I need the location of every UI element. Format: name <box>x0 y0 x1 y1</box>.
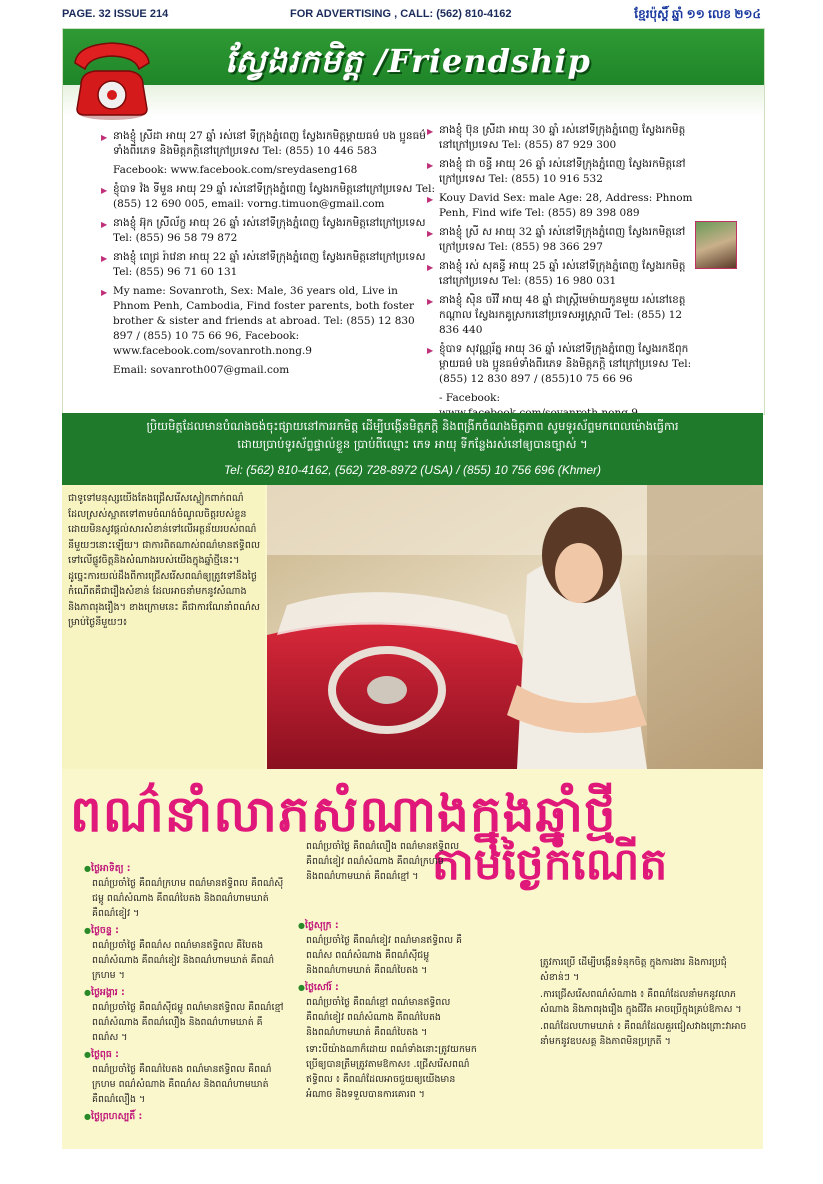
list-item: ▶ នាងខ្ញុំ ស្រីដា អាយុ 27 ឆ្នាំ រស់នៅ ទីក្រុងភ្នំពេញ ស្វែងរកមិត្តម្តាយធម៌ បង ប្អូនធម៌ ទាំងពីរភេទ និងមិត្តភក្តិនៅក្រៅប្រទេស Tel: (855) 10 446 583 <box>99 129 435 159</box>
list-item: ▶ Kouy David Sex: male Age: 28, Address: Phnom Penh, Find wife Tel: (855) 89 398 089 <box>425 191 695 221</box>
notice-line: ដោយប្រាប់ទូរស័ព្ទផ្ទាល់ខ្លួន ប្រាប់ពីឈ្មោះ ភេទ អាយុ ទីកន្លែងរស់នៅឲ្យបានច្បាស់ ។ <box>237 437 588 451</box>
day-heading: ● ថ្ងៃពុធ : <box>84 1047 284 1062</box>
list-item: ▶ នាងខ្ញុំ ស្រី ស អាយុ 32 ឆ្នាំ រស់នៅទីក្រុងភ្នំពេញ ស្វែងរកមិត្តនៅក្រៅប្រទេស Tel: (855) 98 366 297 <box>425 225 695 255</box>
page-number: PAGE. 32 ISSUE 214 <box>62 8 169 20</box>
list-item: ▶ នាងខ្ញុំ ស៊ិន ចរិវី អាយុ 48 ឆ្នាំ ជាស្ត្រីមេម៉ាយកូនមួយ រស់នៅខេត្តកណ្តាល ស្វែងរកគូស្រករនៅប្រទេសអូស្ត្រាលី Tel: (855) 12 836 440 <box>425 293 695 338</box>
telephone-icon <box>67 33 157 123</box>
advertising-line: FOR ADVERTISING , CALL: (562) 810-4162 <box>290 8 512 20</box>
list-item: ▶ នាងខ្ញុំ ពេជ្រ រ៉ាវេនា អាយុ 22 ឆ្នាំ រស់នៅទីក្រុងភ្នំពេញ ស្វែងរកមិត្តនៅក្រៅប្រទេស Tel: (855) 96 71 60 131 <box>99 250 435 280</box>
day-text: ត្រូវការប្រើ ដើម្បីបង្កើនទំនុកចិត្ត ក្នុងការងារ និងការប្រជុំសំខាន់ៗ ។ <box>540 957 727 983</box>
list-item: ▶ នាងខ្ញុំ អ៊ុក ស្រីល័ក្ខ អាយុ 26 ឆ្នាំ រស់នៅទីក្រុងភ្នំពេញ ស្វែងរកមិត្តនៅក្រៅប្រទេស Tel: (855) 96 58 79 872 <box>99 216 435 246</box>
article-headline: ពណ៌នាំលាភសំណាងក្នុងឆ្នាំថ្មី <box>70 785 617 843</box>
article-column-2 <box>298 839 478 1104</box>
day-heading: ● ថ្ងៃព្រហស្បតិ៍ : <box>84 1109 284 1124</box>
friendship-right-column <box>425 123 695 425</box>
day-text: ពណ៌ប្រចាំថ្ងៃ គឺពណ៌ខៀវ ពណ៌មានឥទ្ធិពល គឺពណ៌ស ពណ៌សំណាង គឺពណ៌ស៊ីជម្ពូ និងពណ៌ហាមឃាត់ គឺពណ៌បៃតង ។ <box>306 935 462 976</box>
list-item: ▶ ខ្ញុំបាទ វ៉ង ទីមួន អាយុ 29 ឆ្នាំ រស់នៅទីក្រុងភ្នំពេញ ស្វែងរកមិត្តនៅក្រៅប្រទេស Tel: (855) 12 690 005, email: vorng.timuon@gmail.com <box>99 182 435 212</box>
day-text: ពណ៌ប្រចាំថ្ងៃ គឺពណ៌ខ្មៅ ពណ៌មានឥទ្ធិពល គឺពណ៌ខៀវ ពណ៌សំណាង គឺពណ៌បៃតង និងពណ៌ហាមឃាត់ គឺពណ៌បៃតង ។ <box>306 997 451 1038</box>
list-item: ▶ My name: Sovanroth, Sex: Male, 36 years old, Live in Phnom Penh, Cambodia, Find foster parents, both foster brother & sister and friends at abroad. Tel: (855) 12 830 897 / (855) 10 75 66 96, Facebook: www.facebook.com/sovanroth.nong.9 <box>99 284 435 359</box>
page-header <box>0 0 823 28</box>
notice-phone: Tel: (562) 810-4162, (562) 728-8972 (USA) / (855) 10 756 696 (Khmer) <box>223 463 602 477</box>
list-item: Email: sovanroth007@gmail.com <box>113 364 290 376</box>
member-photo <box>695 221 737 269</box>
list-item: Facebook: www.facebook.com/sreydaseng168 <box>113 164 358 176</box>
day-text: .ពណ៌ដែលហាមឃាត់ ៖ គឺពណ៌ដែលគួរជៀសវាងព្រោះវាអាចនាំមកនូវឧបសគ្គ និងភាពមិនប្រក្រតី ។ <box>540 1021 747 1047</box>
day-text: ពណ៌ប្រចាំថ្ងៃ គឺពណ៌បៃតង ពណ៌មានឥទ្ធិពល គឺពណ៌ក្រហម ពណ៌សំណាង គឺពណ៌ស និងពណ៌ហាមឃាត់ គឺពណ៌លឿង ។ <box>92 1064 272 1105</box>
day-text: ពណ៌ប្រចាំថ្ងៃ គឺពណ៌ស៊ីជម្ពូ ពណ៌មានឥទ្ធិពល គឺពណ៌ខ្មៅ ពណ៌សំណាង គឺពណ៌លឿង និងពណ៌ហាមឃាត់ គឺពណ៌ស ។ <box>92 1002 284 1043</box>
day-heading: ● ថ្ងៃសៅរ៍ : <box>298 980 478 995</box>
article-subheadline: តាមថ្ងៃកំណើត <box>432 839 668 890</box>
friendship-section <box>62 28 765 415</box>
day-text: ពណ៌ប្រចាំថ្ងៃ គឺពណ៌លឿង ពណ៌មានឥទ្ធិពល គឺពណ៌ខៀវ ពណ៌សំណាង គឺពណ៌ក្រហម និងពណ៌ហាមឃាត់ គឺពណ៌ខ្មៅ ។ <box>306 841 459 882</box>
day-text: ពណ៌ប្រចាំថ្ងៃ គឺពណ៌ស ពណ៌មានឥទ្ធិពល គឺបៃតង ពណ៌សំណាង គឺពណ៌ខៀវ និងពណ៌ហាមឃាត់ គឺពណ៌ក្រហម ។ <box>92 940 275 981</box>
publication-issue: ខ្មែរប៉ុស្តិ៍ ឆ្នាំ ១១ លេខ ២១៤ <box>634 7 761 21</box>
day-text: ទោះបីយ៉ាងណាក៏ដោយ ពណ៌ទាំងនោះត្រូវយកមកប្រើឲ្យបានត្រឹមត្រូវតាមឱកាស៖ .ជ្រើសរើសពណ៌ឥទ្ធិពល ៖ គឺពណ៌ដែលអាចជួយឲ្យយើងមានអំណាច និងទទួលបានការគោរព ។ <box>306 1044 477 1100</box>
article-photo <box>267 485 763 769</box>
day-heading: ● ថ្ងៃសុក្រ : <box>298 918 478 933</box>
friendship-title: ស្វែងរកមិត្ត /Friendship <box>225 42 591 80</box>
day-text: .ការជ្រើសរើសពណ៌សំណាង ៖ គឺពណ៌ដែលនាំមកនូវលាភសំណាង និងភាពរុងរឿង ក្នុងជីវិត អាចប្រើក្នុងគ្រប់ឱកាស ។ <box>540 989 742 1015</box>
list-item: - Facebook: <box>439 392 501 404</box>
day-heading: ● ថ្ងៃចន្ទ : <box>84 923 284 938</box>
notice-line: ប្រិយមិត្តដែលមានបំណងចង់ចុះផ្សាយនៅការរកមិត្ត ដើម្បីបង្កើនមិត្តភក្តិ និងពង្រីកចំណងមិត្តភាព សូមទូរស័ព្ទមកពេលម៉ោងធ្វើការ <box>146 419 679 433</box>
article-column-1 <box>84 859 284 1124</box>
banner-fade <box>63 85 764 117</box>
notice-bar <box>62 413 763 485</box>
list-item: ▶ នាងខ្ញុំ រស់ សុគន្ធី អាយុ 25 ឆ្នាំ រស់នៅទីក្រុងភ្នំពេញ ស្វែងរកមិត្តនៅក្រៅប្រទេស Tel: (855) 16 980 031 <box>425 259 695 289</box>
day-heading: ● ថ្ងៃអាទិត្យ : <box>84 861 284 876</box>
day-heading: ● ថ្ងៃអង្គារ : <box>84 985 284 1000</box>
article-column-3 <box>532 955 750 1051</box>
day-text: ពណ៌ប្រចាំថ្ងៃ គឺពណ៌ក្រហម ពណ៌មានឥទ្ធិពល គឺពណ៌ស៊ីជម្ពូ ពណ៌សំណាង គឺពណ៌បៃតង និងពណ៌ហាមឃាត់ គឺពណ៌ខៀវ ។ <box>92 878 284 919</box>
list-item: ▶ នាងខ្ញុំ ជា ចន្ធី អាយុ 26 ឆ្នាំ រស់នៅទីក្រុងភ្នំពេញ ស្វែងរកមិត្តនៅក្រៅប្រទេស Tel: (855) 10 916 532 <box>425 157 695 187</box>
article-intro: ជាទូទៅមនុស្សយើងតែងជ្រើសរើសស្លៀកពាក់ពណ៌ដែលស្រស់ស្អាតទៅតាមចំណង់ចំណូលចិត្តរបស់ខ្លួន ដោយមិនសូវផ្តល់សារសំខាន់ទៅលើអត្ថន័យរបស់ពណ៌នីមួយៗនោះឡើយ។ ជាការពិតណាស់ពណ៌មានឥទ្ធិពលទៅលើផ្លូវចិត្តនិងសំណាងរបស់យើងក្នុងឆ្នាំថ្មីនេះ។ ដូច្នេះការយល់ដឹងពីការជ្រើសរើសពណ៌ឲ្យត្រូវទៅនឹងថ្ងៃកំណើតគឺជារឿងសំខាន់ ដែលអាចនាំមកនូវសំណាង និងភាពរុងរឿង។ ខាងក្រោមនេះ គឺជាការណែនាំពណ៌សម្រាប់ថ្ងៃនីមួយៗ៖ <box>62 485 265 769</box>
list-item: ▶ ខ្ញុំបាទ សុវណ្ណរ័ត្ន អាយុ 36 ឆ្នាំ រស់នៅទីក្រុងភ្នំពេញ ស្វែងរកឪពុកម្តាយធម៌ បង ប្អូនធម៌ទាំងពីរភេទ និងមិត្តភក្តិ នៅក្រៅប្រទេស Tel: (855) 12 830 897 / (855)10 75 66 96 <box>425 342 695 387</box>
list-item: ▶ នាងខ្ញុំ ប៊ុន ស្រីដា អាយុ 30 ឆ្នាំ រស់នៅទីក្រុងភ្នំពេញ ស្វែងរកមិត្តនៅក្រៅប្រទេស Tel: (855) 87 929 300 <box>425 123 695 153</box>
article-section <box>62 485 763 1149</box>
friendship-left-column <box>99 129 435 382</box>
